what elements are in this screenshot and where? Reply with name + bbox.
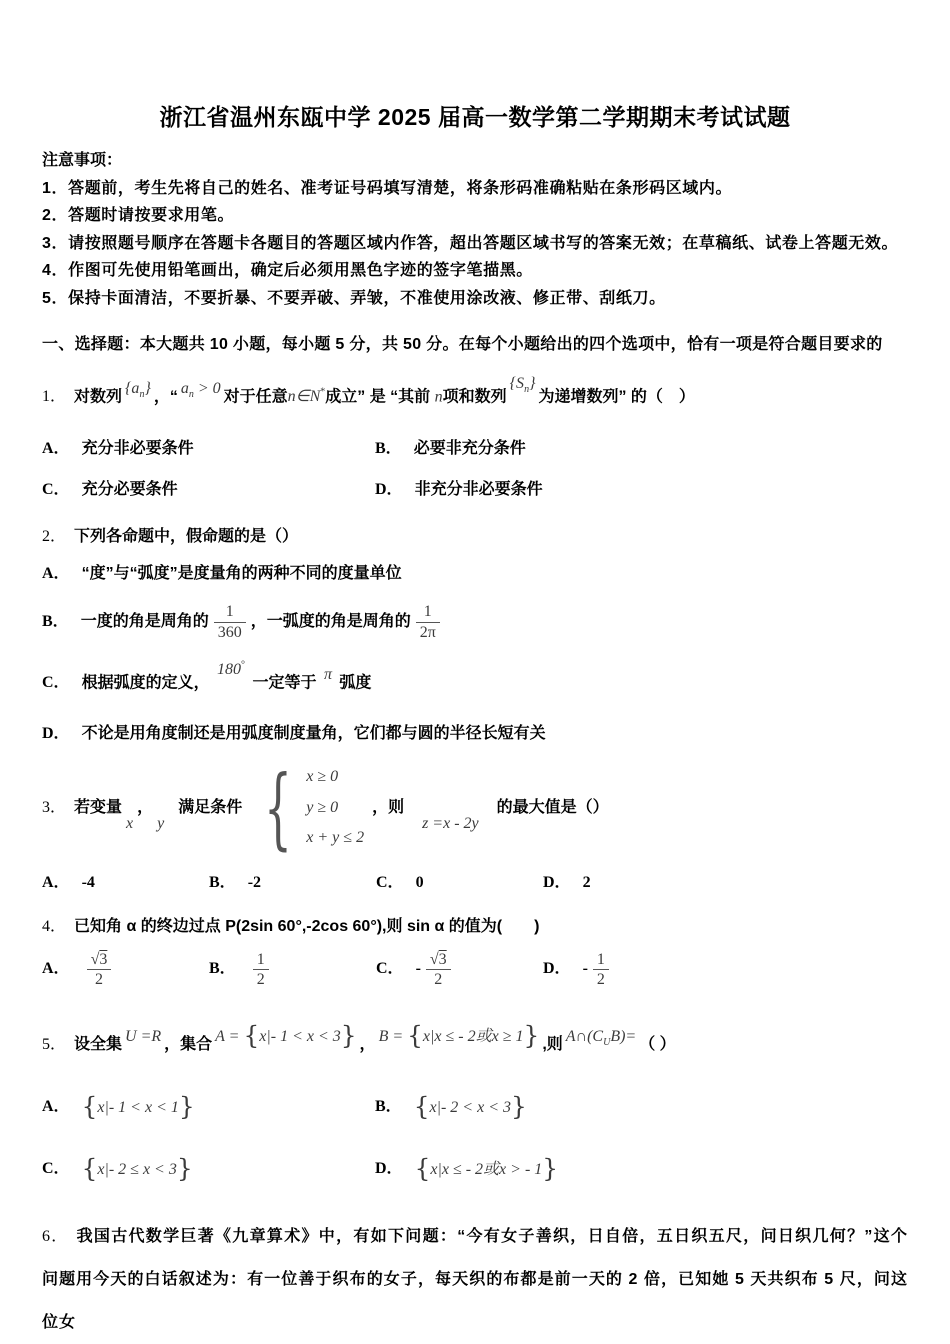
- math-an-gt-0: $a_n > 0$: [180, 380, 221, 401]
- question-3-stem: 3． 若变量 x ， y 满足条件 { x ≥ 0 y ≥ 0 x + y ≤ 2 ，则 z =x - 2y 的最大值是（）: [42, 755, 609, 859]
- math-n-in-N: n∈N*: [287, 387, 326, 406]
- notice-item-4: 4．作图可先使用铅笔画出，确定后必须用黑色字迹的签字笔描黑。: [42, 262, 533, 280]
- question-6-stem: 6． 我国古代数学巨著《九章算术》中，有如下问题：“今有女子善织，日自倍，五日织五尺，问日织几何？”这个问题用今天的白话叙述为：有一位善于织布的女子，每天织的布都是前一天的 2 倍，已知她 5 天共织布 5 尺，问这位女: [42, 1228, 908, 1332]
- fraction-1-2pi: $\frac{1}{2\pi}$: [416, 602, 440, 641]
- question-2-number: 2．: [42, 528, 67, 546]
- question-4-option-B: B． $\frac{1}{2}$: [209, 950, 376, 989]
- math-set-B: B = {x|x ≤ - 2或x ≥ 1}: [378, 1020, 540, 1050]
- question-5-option-C: C． {x|- 2 ≤ x < 3}: [42, 1153, 193, 1183]
- question-5-option-D: D． {x|x ≤ - 2或x > - 1}: [375, 1153, 559, 1183]
- question-1-options-row-1: [42, 438, 908, 460]
- question-4-option-D: D． - $\frac{1}{2}$: [543, 950, 710, 989]
- question-5-options-row-2: [42, 1152, 908, 1185]
- math-objective-z: z =x - 2y: [422, 814, 479, 832]
- question-6-number: 6．: [42, 1228, 69, 1246]
- math-y: y: [157, 814, 165, 832]
- question-3-option-A: A． -4: [42, 874, 95, 892]
- question-2-stem: 2． 下列各命题中，假命题的是（）: [42, 528, 299, 546]
- constraint-3: x + y ≤ 2: [306, 829, 365, 847]
- math-set-A: A = {x|- 1 < x < 3}: [215, 1020, 357, 1050]
- question-1-option-C: C． 充分必要条件: [42, 480, 178, 498]
- notice-item-3: 3．请按照题号顺序在答题卡各题目的答题区域内作答，超出答题区域书写的答案无效；在草稿纸、试卷上答题无效。: [42, 234, 899, 252]
- question-1-option-D: D． 非充分非必要条件: [375, 480, 543, 498]
- question-4-stem: 4． 已知角 α 的终边过点 P(2sin 60°,-2cos 60°),则 sin α 的值为( ): [42, 917, 540, 935]
- question-2-option-B: B． 一度的角是周角的 $\frac{1}{360}$ ，一弧度的角是周角的 $\frac{1}{2\pi}$: [42, 602, 908, 641]
- left-brace: {: [264, 755, 293, 859]
- question-4-option-A: A． $\frac{√3}{2}$: [42, 950, 209, 989]
- question-1-options-row-2: [42, 479, 908, 501]
- question-4-number: 4．: [42, 917, 67, 935]
- question-3-options: [42, 872, 908, 894]
- notice-item-2: 2．答题时请按要求用笔。: [42, 207, 235, 225]
- constraint-2: y ≥ 0: [306, 798, 339, 816]
- notice-item-5: 5．保持卡面清洁，不要折暴、不要弄破、弄皱，不准使用涂改液、修正带、刮纸刀。: [42, 289, 666, 307]
- section-1-heading: 一、选择题：本大题共 10 小题，每小题 5 分，共 50 分。在每个小题给出的四个选项中，恰有一项是符合题目要求的: [42, 336, 883, 354]
- question-5-option-A: A． {x|- 1 < x < 1}: [42, 1092, 195, 1122]
- question-5-stem: 5． 设全集 U =R ，集合 A = {x|- 1 < x < 3} ， B = {x|x ≤ - 2或x ≥ 1} ,则 $A\cap(C_UB)=$ （ ）: [42, 1020, 676, 1053]
- question-1-number: 1．: [42, 388, 67, 406]
- question-1-option-B: B． 必要非充分条件: [375, 440, 526, 458]
- math-180-degrees: 180°: [217, 659, 246, 679]
- math-pi: π: [323, 666, 332, 684]
- question-3-option-B: B． -2: [209, 874, 262, 892]
- fraction-sqrt3-2: $\frac{√3}{2}$: [87, 950, 112, 989]
- math-x: x: [126, 814, 134, 832]
- question-5-option-B: B． {x|- 2 < x < 3}: [375, 1092, 527, 1122]
- page-title: 浙江省温州东瓯中学 2025 届高一数学第二学期期末考试试题: [159, 104, 791, 130]
- fraction-1-360: $\frac{1}{360}$: [214, 602, 246, 641]
- question-3-option-D: D． 2: [543, 874, 591, 892]
- question-1-stem: 1． 对数列 $\{a_n\}$ ，“ $a_n > 0$ 对于任意n∈N*成立” 是 “其前 n项和数列$\{S_n\}$为递增数列” 的（ ）: [42, 375, 695, 406]
- math-seq-Sn: $\{S_n\}$: [509, 375, 536, 396]
- minus-sign: -: [415, 960, 421, 978]
- question-2-option-D: D． 不论是用角度制还是用弧度制度量角，它们都与圆的半径长短有关: [42, 724, 546, 742]
- question-2-option-A: A． “度”与“弧度”是度量角的两种不同的度量单位: [42, 564, 402, 582]
- minus-sign: -: [582, 960, 588, 978]
- question-3-option-C: C． 0: [376, 874, 424, 892]
- system-of-constraints: [250, 755, 365, 859]
- question-3-number: 3．: [42, 798, 67, 816]
- question-1-option-A: A． 充分非必要条件: [42, 440, 194, 458]
- question-4-option-C: C． - $\frac{√3}{2}$: [376, 950, 543, 989]
- question-5-number: 5．: [42, 1035, 67, 1053]
- question-4-options: [42, 950, 908, 989]
- fraction-neg-1-2: $\frac{1}{2}$: [593, 950, 609, 989]
- math-seq-an: $\{a_n\}$: [125, 380, 151, 401]
- fraction-1-2: $\frac{1}{2}$: [253, 950, 269, 989]
- math-n: n: [434, 388, 443, 406]
- fraction-neg-sqrt3-2: $\frac{√3}{2}$: [426, 950, 451, 989]
- math-universal-set: U =R: [125, 1027, 162, 1045]
- question-2-option-C: C． 根据弧度的定义， 180° 一定等于 π 弧度: [42, 659, 372, 692]
- question-5-options-row-1: [42, 1090, 908, 1123]
- constraint-1: x ≥ 0: [306, 767, 339, 785]
- notes-heading: 注意事项：: [42, 152, 123, 170]
- notice-item-1: 1．答题前，考生先将自己的姓名、准考证号码填写清楚，将条形码准确粘贴在条形码区域内。: [42, 179, 733, 197]
- math-A-intersect-complement-B: $A\cap(C_UB)=$: [565, 1027, 637, 1049]
